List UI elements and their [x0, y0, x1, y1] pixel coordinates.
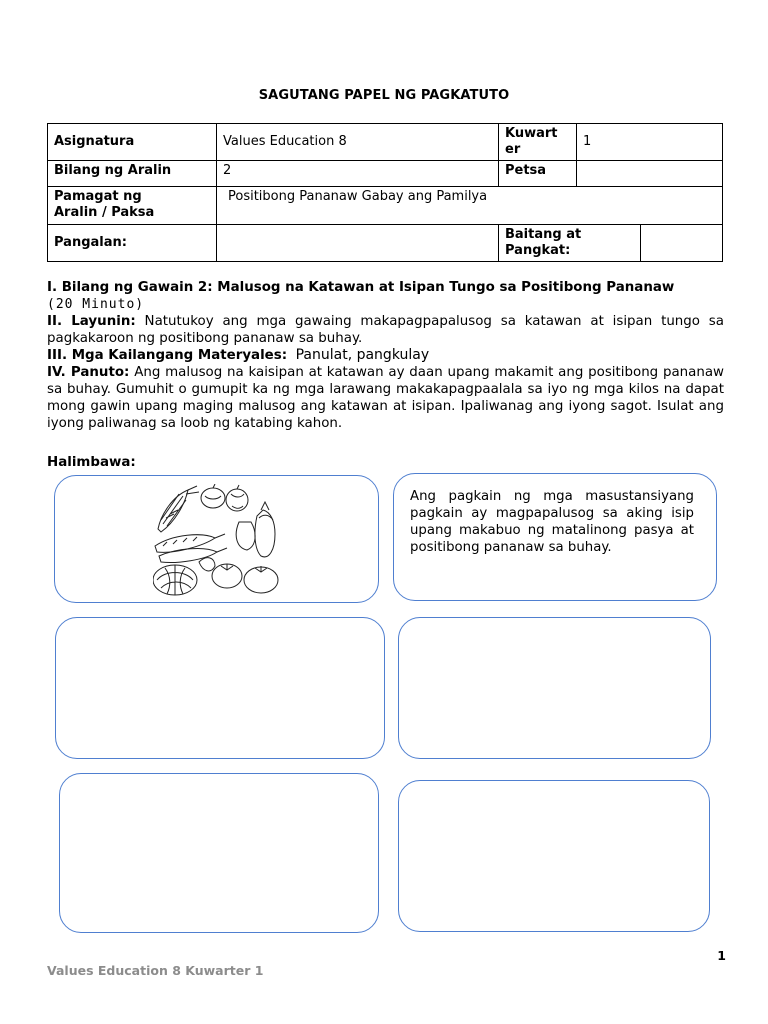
example-text: Ang pagkain ng mga masustansiyang pagkain ay magpapalusog sa aking isip upang makabuo ng matalinong pasya at positibong pananaw sa buhay.	[410, 489, 694, 555]
activity-duration: (20 Minuto)	[47, 297, 145, 312]
subject-label: Asignatura	[48, 124, 217, 161]
info-table	[47, 123, 723, 262]
vegetables-illustration-icon	[153, 484, 283, 596]
instructions-label: IV. Panuto:	[47, 365, 130, 380]
document-title: SAGUTANG PAPEL NG PAGKATUTO	[258, 88, 510, 103]
instructions-text: Ang malusog na kaisipan at katawan ay daan upang makamit ang positibong pananaw sa buhay. Gumuhit o gumupit ka ng mga larawang makakapagpaalala sa iyo ng mga kilos na dapat mong gawin upang maging malusog ang katawan at isipan. Ipaliwanag ang iyong sagot. Isulat ang iyong paliwanag sa loob ng katabing kahon.	[47, 365, 724, 431]
quarter-label: Kuwart er	[499, 124, 577, 161]
footer-text: Values Education 8 Kuwarter 1	[47, 963, 264, 978]
answer-text-box-1[interactable]	[398, 617, 711, 759]
answer-image-box-2[interactable]	[59, 773, 379, 933]
date-label: Petsa	[499, 161, 577, 187]
answer-text-box-2[interactable]	[398, 780, 710, 932]
activity-section	[47, 279, 724, 432]
answer-image-box-1[interactable]	[55, 617, 385, 759]
example-label: Halimbawa:	[47, 455, 136, 470]
materials-label: III. Mga Kailangang Materyales:	[47, 348, 288, 363]
info-row-topic	[48, 187, 723, 225]
example-text-box	[393, 473, 717, 601]
grade-section-label: Baitang at Pangkat:	[499, 225, 641, 262]
info-row-lesson	[48, 161, 723, 187]
example-image-box	[54, 475, 379, 603]
name-field[interactable]	[217, 225, 499, 262]
info-row-subject	[48, 124, 723, 161]
topic-label: Pamagat ng Aralin / Paksa	[48, 187, 217, 225]
name-label: Pangalan:	[48, 225, 217, 262]
subject-value: Values Education 8	[217, 124, 499, 161]
objective-text: Natutukoy ang mga gawaing makapagpapalusog sa katawan at isipan tungo sa pagkakaroon ng positibong pananaw sa buhay.	[47, 314, 724, 346]
lesson-number-label: Bilang ng Aralin	[48, 161, 217, 187]
activity-heading: I. Bilang ng Gawain 2: Malusog na Katawan at Isipan Tungo sa Positibong Pananaw	[47, 280, 675, 295]
lesson-number-value: 2	[217, 161, 499, 187]
quarter-value: 1	[577, 124, 723, 161]
date-field[interactable]	[577, 161, 723, 187]
materials-text: Panulat, pangkulay	[295, 347, 430, 363]
objective-label: II. Layunin:	[47, 314, 136, 329]
topic-value: Positibong Pananaw Gabay ang Pamilya	[217, 187, 723, 225]
page-number: 1	[717, 948, 726, 963]
grade-section-field[interactable]	[641, 225, 723, 262]
info-row-name	[48, 225, 723, 262]
